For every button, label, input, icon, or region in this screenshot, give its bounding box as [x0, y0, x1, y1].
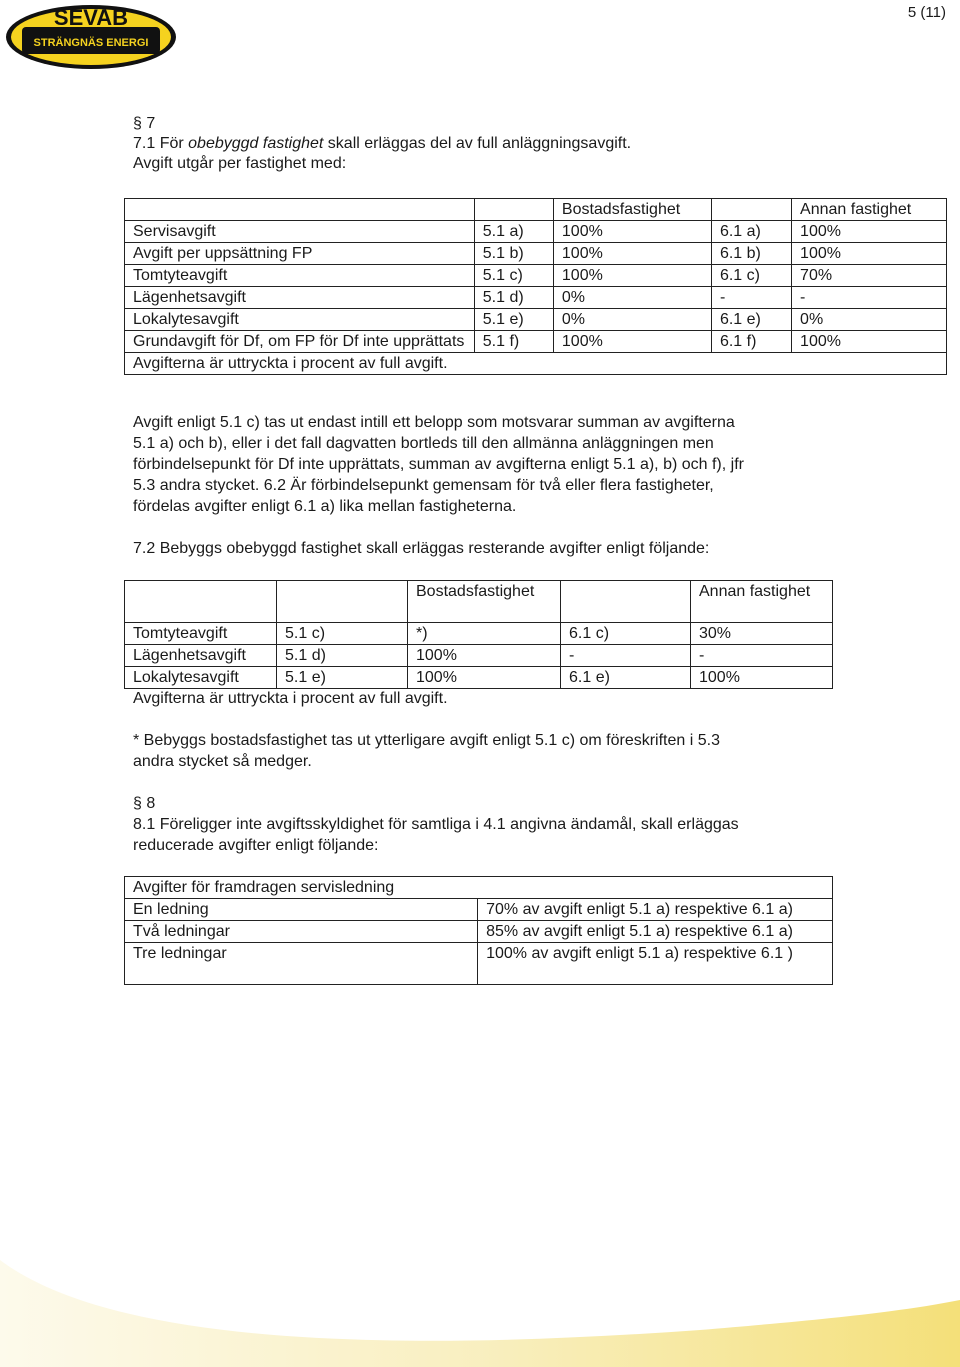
paragraph-line: Avgift enligt 5.1 c) tas ut endast intill ett belopp som motsvarar summan av avgifterna	[133, 414, 735, 431]
table-row	[125, 623, 833, 645]
table-cell: Lägenhetsavgift	[125, 645, 277, 667]
table-cell: 0%	[553, 287, 711, 309]
table-row	[125, 921, 833, 943]
table-row	[125, 899, 833, 921]
table-cell: Lokalytesavgift	[125, 309, 475, 331]
table-cell: 30%	[691, 623, 833, 645]
table-row	[125, 309, 947, 331]
table-cell: 6.1 e)	[711, 309, 791, 331]
logo-main-text: SEVAB	[53, 5, 129, 30]
footnote-star-line: * Bebyggs bostadsfastighet tas ut ytterligare avgift enligt 5.1 c) om föreskriften i 5.3	[133, 732, 720, 749]
table-cell: 70% av avgift enligt 5.1 a) respektive 6.1 a)	[478, 899, 833, 921]
table-row	[125, 287, 947, 309]
logo-sub-text: STRÄNGNÄS ENERGI	[33, 37, 149, 49]
decorative-swoosh	[0, 1240, 960, 1367]
table-fee-remaining-built	[124, 580, 833, 689]
table-cell: 100%	[792, 243, 947, 265]
table-cell: 100%	[408, 667, 561, 689]
table-header-row	[125, 877, 833, 899]
table-cell: -	[691, 645, 833, 667]
table-row	[125, 667, 833, 689]
paragraph-line: 5.1 a) och b), eller i det fall dagvatten bortleds till den allmänna anläggningen men	[133, 435, 714, 452]
table-cell: 6.1 a)	[711, 221, 791, 243]
table-cell: 5.1 e)	[277, 667, 408, 689]
table-footnote-row	[125, 353, 947, 375]
table-header-row	[125, 581, 833, 623]
paragraph-line: reducerade avgifter enligt följande:	[133, 837, 379, 854]
section-8-heading: § 8	[133, 795, 156, 812]
table-cell: 100%	[553, 331, 711, 353]
table-footnote: Avgifterna är uttryckta i procent av full avgift.	[133, 690, 448, 707]
table-row	[125, 265, 947, 287]
table-row	[125, 243, 947, 265]
section-7-2-paragraph: 7.2 Bebyggs obebyggd fastighet skall erläggas resterande avgifter enligt följande:	[133, 540, 710, 557]
table-cell: 85% av avgift enligt 5.1 a) respektive 6.1 a)	[478, 921, 833, 943]
table-cell: 5.1 c)	[474, 265, 553, 287]
paragraph-line: 8.1 Föreligger inte avgiftsskyldighet för samtliga i 4.1 angivna ändamål, skall erläggas	[133, 816, 739, 833]
paragraph-line: fördelas avgifter enligt 6.1 a) lika mellan fastigheterna.	[133, 498, 517, 515]
table-cell	[277, 581, 408, 623]
table-cell: Tomtyteavgift	[125, 623, 277, 645]
table-cell: 5.1 a)	[474, 221, 553, 243]
table-cell: Grundavgift för Df, om FP för Df inte upprättats	[125, 331, 475, 353]
table-cell	[125, 199, 475, 221]
table-cell: 100%	[408, 645, 561, 667]
table-cell	[711, 199, 791, 221]
table-cell: Lokalytesavgift	[125, 667, 277, 689]
table-cell: 0%	[792, 309, 947, 331]
header-annan-fastighet: Annan fastighet	[691, 581, 833, 623]
table-cell: 100%	[553, 221, 711, 243]
table-cell: -	[792, 287, 947, 309]
table-cell: 100% av avgift enligt 5.1 a) respektive 6.1 )	[478, 943, 833, 985]
table-cell: -	[561, 645, 691, 667]
table-cell	[561, 581, 691, 623]
table-cell: En ledning	[125, 899, 478, 921]
table-cell: 6.1 e)	[561, 667, 691, 689]
table-row	[125, 645, 833, 667]
section-7-heading: § 7	[133, 115, 156, 132]
table-cell: 100%	[792, 331, 947, 353]
table-cell: Tomtyteavgift	[125, 265, 475, 287]
paragraph-line: förbindelsepunkt för Df inte upprättats, summan av avgifterna enligt 5.1 a), b) och f), jfr	[133, 456, 744, 473]
table-cell: Tre ledningar	[125, 943, 478, 985]
section-7-1-intro: Avgift utgår per fastighet med:	[133, 155, 347, 172]
table-cell: 100%	[691, 667, 833, 689]
section-7-1-paragraph: 7.1 För obebyggd fastighet skall erläggas del av full anläggningsavgift.	[133, 135, 632, 152]
table-cell: 5.1 e)	[474, 309, 553, 331]
table-cell: 6.1 b)	[711, 243, 791, 265]
header-bostadsfastighet: Bostadsfastighet	[408, 581, 561, 623]
table-cell: Lägenhetsavgift	[125, 287, 475, 309]
table-cell: 5.1 b)	[474, 243, 553, 265]
emphasis-obebyggd: obebyggd fastighet	[188, 135, 324, 152]
table-cell: 6.1 f)	[711, 331, 791, 353]
table-cell: 5.1 f)	[474, 331, 553, 353]
table-cell: 5.1 d)	[277, 645, 408, 667]
table-row	[125, 221, 947, 243]
table-cell: -	[711, 287, 791, 309]
table-cell: Servisavgift	[125, 221, 475, 243]
table-fee-share-unbuilt	[124, 198, 947, 375]
footnote-star-line: andra stycket så medger.	[133, 753, 312, 770]
table-cell: Två ledningar	[125, 921, 478, 943]
table-cell: 6.1 c)	[561, 623, 691, 645]
table-header: Avgifter för framdragen servisledning	[125, 877, 833, 899]
sevab-logo	[4, 3, 178, 71]
table-cell: *)	[408, 623, 561, 645]
table-footnote: Avgifterna är uttryckta i procent av full avgift.	[125, 353, 947, 375]
table-cell: 5.1 d)	[474, 287, 553, 309]
header-bostadsfastighet: Bostadsfastighet	[553, 199, 711, 221]
table-header-row	[125, 199, 947, 221]
paragraph-line: 5.3 andra stycket. 6.2 Är förbindelsepunkt gemensam för två eller flera fastigheter,	[133, 477, 714, 494]
table-row	[125, 943, 833, 985]
table-cell: 100%	[553, 265, 711, 287]
table-cell: 100%	[553, 243, 711, 265]
table-cell: Avgift per uppsättning FP	[125, 243, 475, 265]
header-annan-fastighet: Annan fastighet	[792, 199, 947, 221]
table-row	[125, 331, 947, 353]
table-cell: 6.1 c)	[711, 265, 791, 287]
table-cell	[474, 199, 553, 221]
table-cell: 70%	[792, 265, 947, 287]
page-number: 5 (11)	[907, 4, 946, 21]
table-cell: 100%	[792, 221, 947, 243]
table-service-line-fees	[124, 876, 833, 985]
table-cell: 0%	[553, 309, 711, 331]
table-cell: 5.1 c)	[277, 623, 408, 645]
table-cell	[125, 581, 277, 623]
